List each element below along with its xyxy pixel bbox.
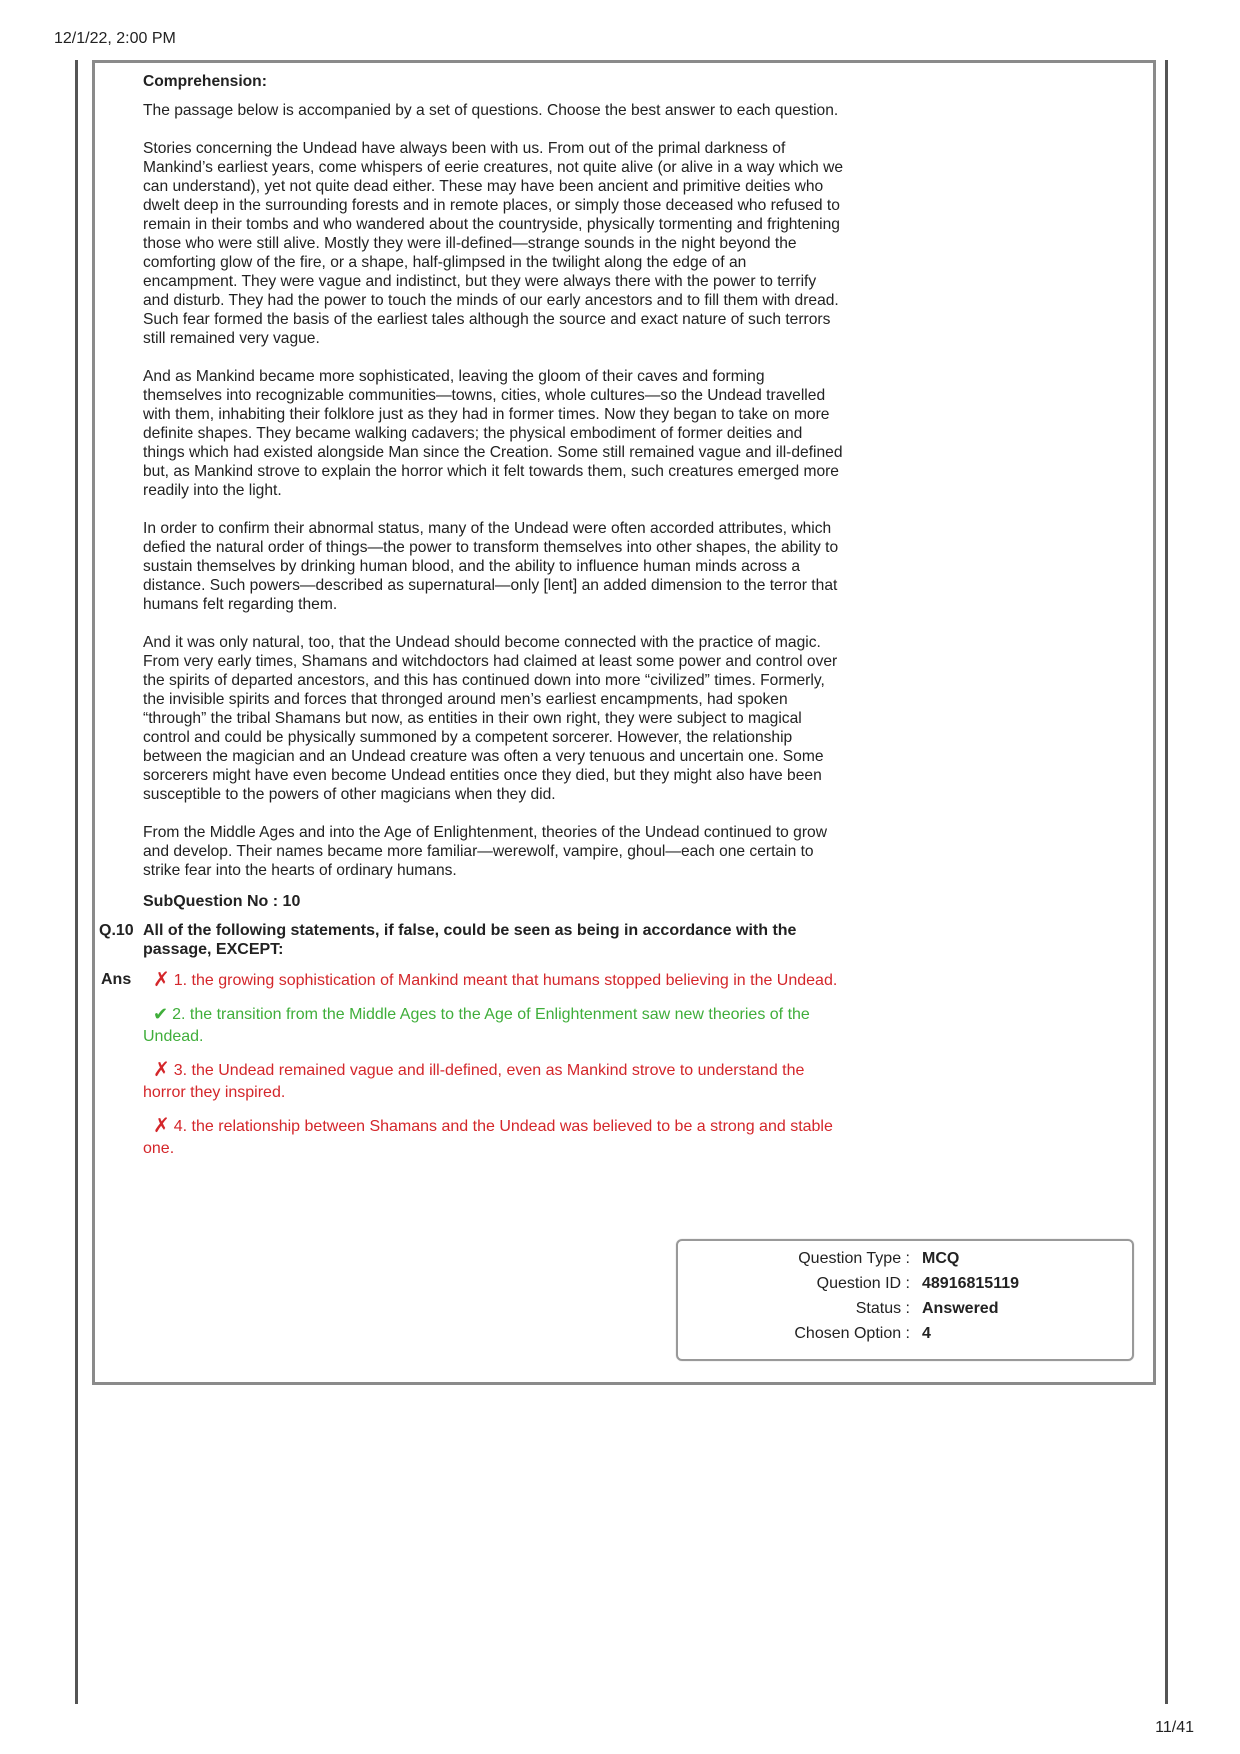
info-key: Status : <box>855 1300 910 1317</box>
subquestion-label: SubQuestion No : 10 <box>143 893 301 910</box>
question-content <box>99 72 844 1171</box>
cross-icon: ✗ <box>153 1059 170 1081</box>
answer-label: Ans <box>101 971 132 988</box>
option-1 <box>143 969 843 992</box>
passage-paragraph-2: And as Mankind became more sophisticated, leaving the gloom of their caves and forming themselves into recognizable communities—towns, cities, whole cultures—so the Undead travelled with them, inhabiting their folklore just as they had in former times. Now they began to take on more definite shapes. They became walking cadavers; the physical embodiment of former deities and things which had existed alongside Man since the Creation. Some still remained vague and ill-defined but, as Mankind strove to explain the horror which it felt towards them, such creatures emerged more readily into the light. <box>143 368 843 499</box>
option-3 <box>143 1059 843 1104</box>
info-row-status <box>678 1300 1132 1324</box>
option-4 <box>143 1115 843 1160</box>
info-row-chosen-option <box>678 1325 1132 1349</box>
page-number: 11/41 <box>1155 1719 1194 1736</box>
checkmark-icon: ✔ <box>153 1004 169 1024</box>
info-key: Question ID : <box>816 1275 910 1292</box>
passage-paragraph-5: From the Middle Ages and into the Age of Enlightenment, theories of the Undead continued to grow and develop. Their names became more familiar—werewolf, vampire, ghoul—each one certain to strike fear into the hearts of ordinary humans. <box>143 824 827 879</box>
passage-instructions: The passage below is accompanied by a set of questions. Choose the best answer to each question. <box>143 102 839 119</box>
question-info-panel <box>676 1239 1134 1361</box>
print-timestamp: 12/1/22, 2:00 PM <box>54 30 176 47</box>
option-text: 1. the growing sophistication of Mankind meant that humans stopped believing in the Undead. <box>173 972 838 989</box>
question-text: All of the following statements, if false, could be seen as being in accordance with the passage, EXCEPT: <box>143 922 797 958</box>
info-key: Chosen Option : <box>794 1325 910 1342</box>
passage-paragraph-4: And it was only natural, too, that the Undead should become connected with the practice of magic. From very early times, Shamans and witchdoctors had claimed at least some power and control over the spirits of departed ancestors, and this has continued down into more “civilized” times. Formerly, the invisible spirits and forces that thronged around men’s earliest encampments, had spoken “through” the tribal Shamans but now, as entities in their own right, they were subject to magical control and could be physically summoned by a competent sorcerer. However, the relationship between the magician and an Undead creature was often a very tenuous and uncertain one. Some sorcerers might have even become Undead entities once they died, but they might also have been susceptible to the powers of other magicians when they did. <box>143 634 838 803</box>
page-right-rule <box>1165 60 1168 1704</box>
cross-icon: ✗ <box>153 1115 170 1137</box>
comprehension-heading: Comprehension: <box>143 73 267 90</box>
info-value: 4 <box>922 1325 931 1342</box>
option-2 <box>143 1003 843 1048</box>
answer-options <box>101 969 843 1160</box>
option-text: 2. the transition from the Middle Ages to the Age of Enlightenment saw new theories of the Undead. <box>143 1006 810 1045</box>
info-value: MCQ <box>922 1250 960 1267</box>
option-text: 3. the Undead remained vague and ill-defined, even as Mankind strove to understand the horror they inspired. <box>143 1062 805 1101</box>
passage-paragraph-1: Stories concerning the Undead have always been with us. From out of the primal darkness of Mankind’s earliest years, come whispers of eerie creatures, not quite alive (or alive in a way which we can understand), yet not quite dead either. These may have been ancient and primitive deities who dwelt deep in the surrounding forests and in remote places, or simply those deceased who refused to remain in their tombs and who wandered about the countryside, physically tormenting and frightening those who were still alive. Mostly they were ill-defined—strange sounds in the night beyond the comforting glow of the fire, or a shape, half-glimpsed in the twilight along the edge of an encampment. They were vague and indistinct, but they were always there with the power to terrify and disturb. They had the power to touch the minds of our early ancestors and to fill them with dread. Such fear formed the basis of the earliest tales although the source and exact nature of such terrors still remained very vague. <box>143 140 844 347</box>
info-key: Question Type : <box>798 1250 910 1267</box>
info-value: 48916815119 <box>922 1275 1019 1292</box>
info-row-question-id <box>678 1275 1132 1299</box>
page-left-rule <box>75 60 78 1704</box>
question-number: Q.10 <box>99 922 134 939</box>
cross-icon: ✗ <box>153 969 170 991</box>
question-row <box>99 921 843 959</box>
info-row-question-type <box>678 1250 1132 1274</box>
option-text: 4. the relationship between Shamans and the Undead was believed to be a strong and stable one. <box>143 1118 833 1157</box>
info-value: Answered <box>922 1300 999 1317</box>
passage-paragraph-3: In order to confirm their abnormal status, many of the Undead were often accorded attributes, which defied the natural order of things—the power to transform themselves into other shapes, the ability to sustain themselves by drinking human blood, and the ability to influence human minds across a distance. Such powers—described as supernatural—only [lent] an added dimension to the terror that humans felt regarding them. <box>143 520 839 613</box>
